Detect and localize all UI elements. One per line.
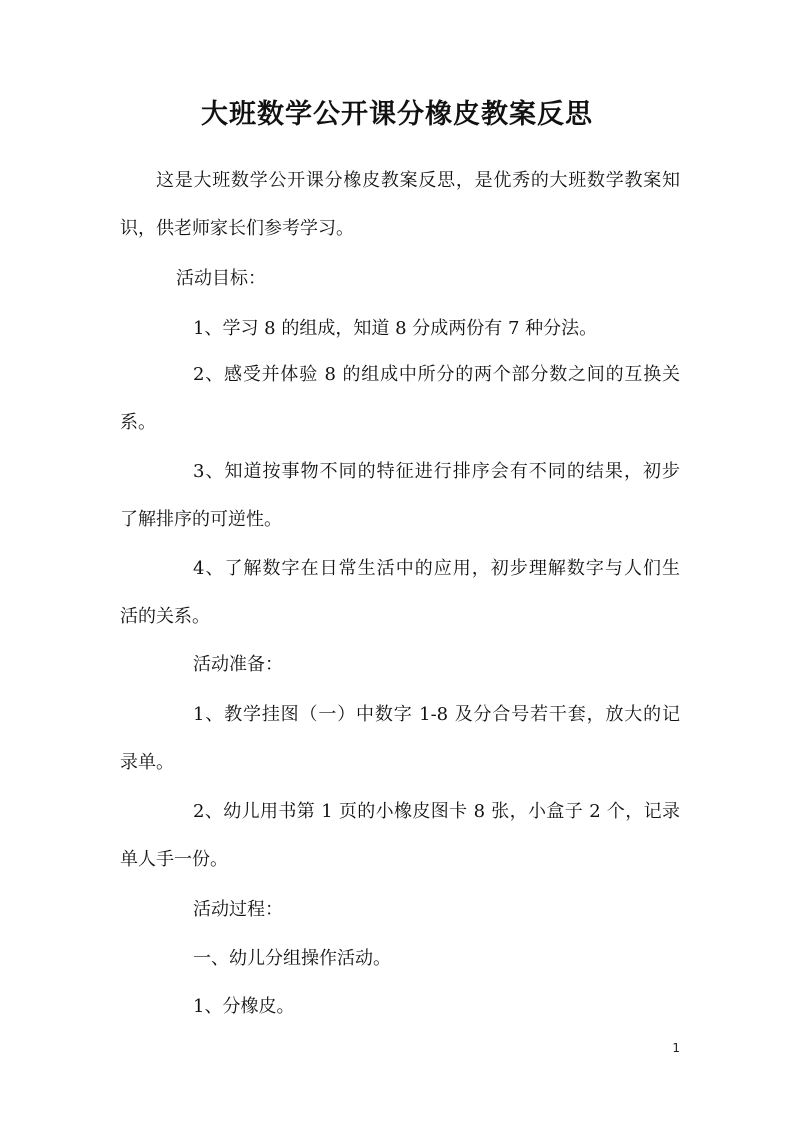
- prep-item-2-line-2: 单人手一份。: [120, 849, 228, 870]
- goal-item-3-line-1: 3、知道按事物不同的特征进行排序会有不同的结果，初步: [193, 461, 680, 482]
- page-number: 1: [672, 1041, 680, 1055]
- document-title: 大班数学公开课分橡皮教案反思: [201, 99, 593, 130]
- prep-item-1-line-1: 1、教学挂图（一）中数字 1-8 及分合号若干套，放大的记: [193, 704, 680, 725]
- goal-item-4-line-2: 活的关系。: [120, 606, 210, 627]
- prep-item-1-line-2: 录单。: [120, 752, 174, 773]
- intro-line-1: 这是大班数学公开课分橡皮教案反思，是优秀的大班数学教案知: [156, 170, 680, 191]
- process-step-1-sub-1: 1、分橡皮。: [193, 996, 295, 1017]
- prep-heading: 活动准备：: [193, 654, 283, 675]
- goal-item-3-line-2: 了解排序的可逆性。: [120, 509, 282, 530]
- goal-item-2-line-2: 系。: [120, 412, 156, 433]
- goals-heading: 活动目标：: [176, 268, 266, 289]
- goal-item-2-line-1: 2、感受并体验 8 的组成中所分的两个部分数之间的互换关: [193, 364, 680, 385]
- intro-line-2: 识，供老师家长们参考学习。: [120, 218, 354, 239]
- process-step-1: 一、幼儿分组操作活动。: [193, 948, 391, 969]
- goal-item-1: 1、学习 8 的组成，知道 8 分成两份有 7 种分法。: [193, 318, 598, 339]
- goal-item-4-line-1: 4、了解数字在日常生活中的应用，初步理解数字与人们生: [193, 558, 680, 579]
- process-heading: 活动过程：: [193, 899, 283, 920]
- prep-item-2-line-1: 2、幼儿用书第 1 页的小橡皮图卡 8 张，小盒子 2 个，记录: [193, 801, 680, 822]
